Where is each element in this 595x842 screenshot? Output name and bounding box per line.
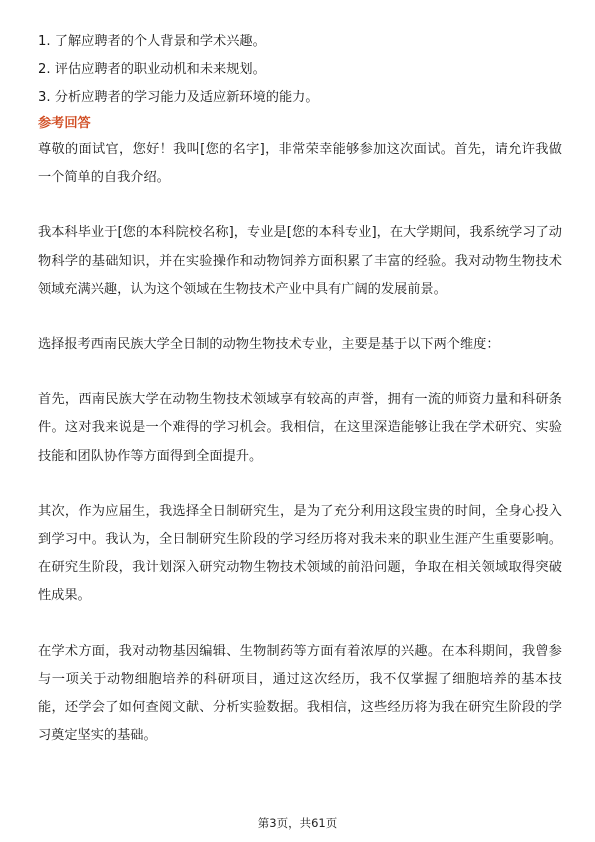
paragraph: 其次，作为应届生，我选择全日制研究生，是为了充分利用这段宝贵的时间，全身心投入到学习中。我认为，全日制研究生阶段的学习经历将对我未来的职业生涯产生重要影响。在研究生阶段，我计划深入研究动物生物技术领域的前沿问题，争取在相关领域取得突破性成果。 bbox=[38, 503, 562, 604]
paragraph: 选择报考西南民族大学全日制的动物生物技术专业，主要是基于以下两个维度： bbox=[38, 337, 500, 353]
paragraph: 在学术方面，我对动物基因编辑、生物制药等方面有着浓厚的兴趣。在本科期间，我曾参与一项关于动物细胞培养的科研项目，通过这次经历，我不仅掌握了细胞培养的基本技能，还学会了如何查阅文献、分析实验数据。我相信，这些经历将为我在研究生阶段的学习奠定坚实的基础。 bbox=[38, 643, 562, 744]
objective-list bbox=[38, 28, 562, 112]
list-item: 1. 了解应聘者的个人背景和学术兴趣。 bbox=[38, 34, 266, 49]
list-item: 2. 评估应聘者的职业动机和未来规划。 bbox=[38, 62, 266, 77]
list-item: 3. 分析应聘者的学习能力及适应新环境的能力。 bbox=[38, 90, 319, 105]
section-heading: 参考回答 bbox=[38, 116, 91, 131]
page-number: 第3页，共61页 bbox=[257, 816, 338, 830]
document-body bbox=[38, 28, 562, 777]
paragraph: 首先，西南民族大学在动物生物技术领域享有较高的声誉，拥有一流的师资力量和科研条件。这对我来说是一个难得的学习机会。我相信，在这里深造能够让我在学术研究、实验技能和团队协作等方面得到全面提升。 bbox=[38, 392, 562, 464]
paragraph: 我本科毕业于[您的本科院校名称]，专业是[您的本科专业]，在大学期间，我系统学习了动物科学的基础知识，并在实验操作和动物饲养方面积累了丰富的经验。我对动物生物技术领域充满兴趣，认为这个领域在生物技术产业中具有广阔的发展前景。 bbox=[38, 225, 562, 297]
paragraph: 尊敬的面试官，您好！我叫[您的名字]，非常荣幸能够参加这次面试。首先，请允许我做一个简单的自我介绍。 bbox=[38, 142, 562, 186]
